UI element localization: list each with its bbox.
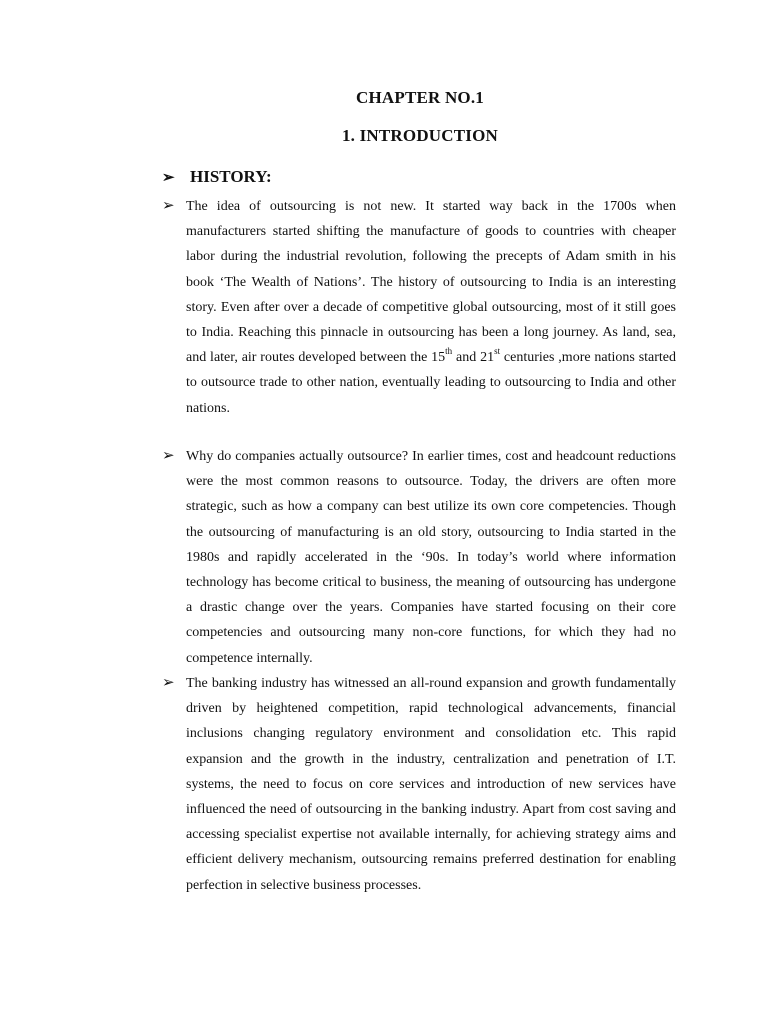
paragraph-banking-industry	[162, 671, 676, 898]
paragraph-text	[186, 194, 676, 421]
paragraph-text-part: The idea of outsourcing is not new. It started way back in the 1700s when manufacturers started shifting the manufacture of goods to countries with cheaper labor during the industrial revolution, following the precepts of Adam smith in his book ‘The Wealth of Nations’. The history of outsourcing to India is an interesting story. Even after over a decade of competitive global outsourcing, most of it still goes to India. Reaching this pinnacle in outsourcing has been a long journey. As land, sea, and later, air routes developed between the 15	[186, 199, 676, 366]
arrow-bullet-icon: ➢	[162, 170, 175, 186]
paragraph-text: Why do companies actually outsource? In earlier times, cost and headcount reductions were the most common reasons to outsource. Today, the drivers are often more strategic, such as how a company can best utilize its own core competencies. Though the outsourcing of manufacturing is an old story, outsourcing to India started in the 1980s and rapidly accelerated in the ‘90s. In today’s world where information technology has become critical to business, the meaning of outsourcing has undergone a drastic change over the years. Companies have started focusing on their core competencies and outsourcing many non-core functions, for which they had no competence internally.	[186, 449, 676, 666]
arrow-bullet-icon: ➢	[162, 198, 175, 214]
introduction-title: 1. INTRODUCTION	[341, 126, 499, 145]
section-heading-text: HISTORY:	[190, 167, 272, 186]
paragraph-why-outsource	[162, 444, 676, 671]
section-heading-history	[162, 167, 272, 187]
superscript-st: st	[494, 345, 501, 356]
paragraph-history	[162, 194, 676, 421]
paragraph-text-part: and 21	[452, 350, 495, 366]
arrow-bullet-icon: ➢	[162, 448, 175, 464]
arrow-bullet-icon: ➢	[162, 675, 175, 691]
superscript-th: th	[445, 345, 453, 356]
paragraph-text: The banking industry has witnessed an all-round expansion and growth fundamentally driven by heightened competition, rapid technological advancements, financial inclusions changing regulatory environment and consolidation etc. This rapid expansion and the growth in the industry, centralization and penetration of I.T. systems, the need to focus on core services and introduction of new services have influenced the need of outsourcing in the banking industry. Apart from cost saving and accessing specialist expertise not available internally, for achieving strategy aims and efficient delivery mechanism, outsourcing remains preferred destination for enabling perfection in selective business processes.	[186, 676, 676, 893]
chapter-title: CHAPTER NO.1	[355, 88, 485, 107]
paragraph-text-part: centuries ,more nations started to outsource trade to other nation, eventually leading to outsourcing to India and other nations.	[186, 350, 677, 416]
